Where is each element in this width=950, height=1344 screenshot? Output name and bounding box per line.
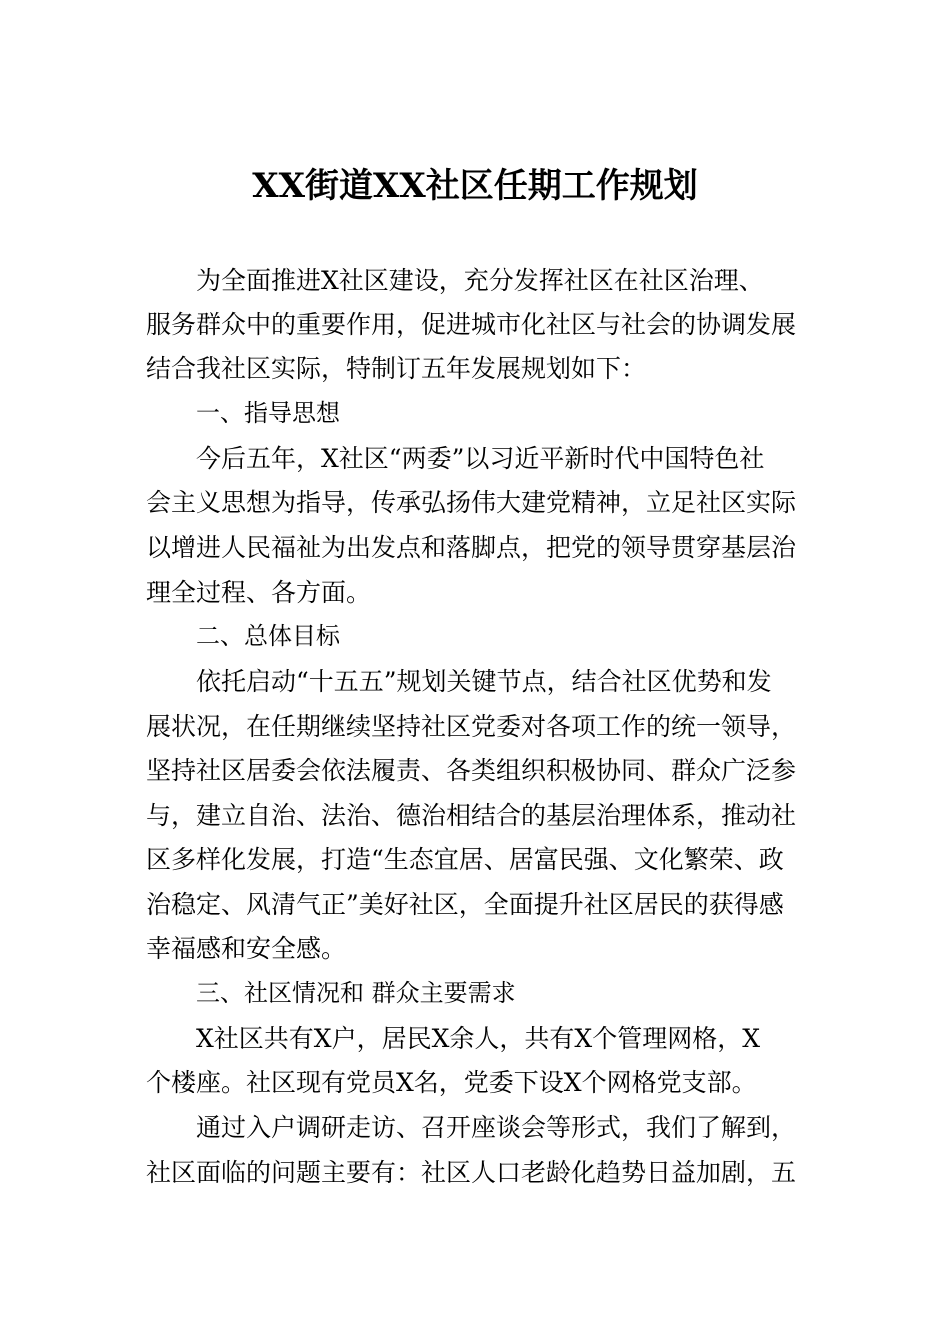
paragraph-line: 服务群众中的重要作用，促进城市化社区与社会的协调发展	[146, 310, 797, 339]
paragraph-line: 今后五年，X社区“两委”以习近平新时代中国特色社	[196, 444, 765, 473]
paragraph-line: 结合我社区实际，特制订五年发展规划如下：	[146, 354, 647, 383]
paragraph-line: 展状况，在任期继续坚持社区党委对各项工作的统一领导，	[146, 712, 797, 741]
paragraph-line: 通过入户调研走访、召开座谈会等形式，我们了解到，	[196, 1113, 797, 1142]
paragraph-line: 会主义思想为指导，传承弘扬伟大建党精神，立足社区实际	[146, 488, 797, 517]
paragraph-line: 以增进人民福祉为出发点和落脚点，把党的领导贯穿基层治	[146, 533, 797, 562]
section-heading: 一、指导思想	[196, 399, 340, 427]
paragraph-line: 坚持社区居委会依法履责、各类组织积极协同、群众广泛参	[146, 756, 797, 785]
paragraph-line: 依托启动“十五五”规划关键节点，结合社区优势和发	[196, 667, 772, 696]
paragraph-line: 与，建立自治、法治、德治相结合的基层治理体系，推动社	[146, 801, 797, 830]
document-title: XX街道XX社区任期工作规划	[252, 166, 698, 206]
paragraph-line: 为全面推进X社区建设，充分发挥社区在社区治理、	[196, 266, 764, 295]
paragraph-line: 幸福感和安全感。	[146, 934, 347, 963]
section-heading: 二、总体目标	[196, 622, 340, 650]
paragraph-line: 治稳定、风清气正”美好社区，全面提升社区居民的获得感	[146, 890, 784, 919]
paragraph-line: 个楼座。社区现有党员X名，党委下设X个网格党支部。	[146, 1068, 757, 1097]
paragraph-line: X社区共有X户，居民X余人，共有X个管理网格，X	[196, 1024, 760, 1053]
paragraph-line: 区多样化发展，打造“生态宜居、居富民强、文化繁荣、政	[146, 845, 784, 874]
paragraph-line: 社区面临的问题主要有：社区人口老龄化趋势日益加剧，五	[146, 1158, 797, 1187]
paragraph-line: 理全过程、各方面。	[146, 578, 372, 607]
section-heading: 三、社区情况和 群众主要需求	[196, 979, 516, 1007]
